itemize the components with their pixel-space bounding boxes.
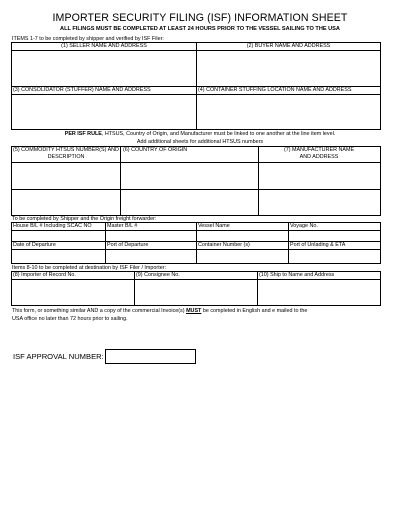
house-bl-label: House B/L # Including SCAC NO — [13, 223, 92, 229]
stuffing-location-label: (4) CONTAINER STUFFING LOCATION NAME AND ADDRESS — [198, 87, 352, 93]
vessel-name-field[interactable] — [197, 231, 288, 241]
port-of-departure-label: Port of Departure — [107, 242, 149, 248]
consolidator-label: (3) CONSOLIDATOR (STUFFER) NAME AND ADDRESS — [13, 87, 151, 93]
additional-sheets-note: Add additional sheets for additional HTSUS numbers — [136, 139, 264, 145]
seller-label: (1) SELLER NAME AND ADDRESS — [61, 43, 147, 49]
commodity-row-2-manufacturer[interactable] — [259, 190, 380, 216]
voyage-no-field[interactable] — [289, 231, 380, 241]
destination-section-note: Items 8-10 to be completed at destination by ISF Filer / Importer: — [12, 265, 167, 271]
page-title: IMPORTER SECURITY FILING (ISF) INFORMATION SHEET — [52, 12, 348, 24]
footer-instruction-line-1 — [12, 308, 307, 314]
date-of-departure-field[interactable] — [12, 250, 105, 264]
date-of-departure-label: Date of Departure — [13, 242, 56, 248]
country-of-origin-header: (6) COUNTRY OF ORIGIN — [123, 147, 188, 153]
commodity-htsus-header: (5) COMMODITY HTSUS NUMBER(S) AND DESCRIPTION — [13, 147, 119, 160]
seller-field[interactable] — [12, 51, 196, 86]
isf-rule-bold: PER ISF RULE — [64, 131, 102, 137]
container-number-label: Container Number (s) — [198, 242, 250, 248]
importer-of-record-label: (8) Importer of Record No. — [13, 272, 76, 278]
isf-rule-body: , HTSUS, Country of Origin, and Manufacturer must be linked to one another at the line item level. — [101, 131, 336, 137]
voyage-no-label: Voyage No. — [290, 223, 318, 229]
vessel-name-label: Vessel Name — [198, 223, 230, 229]
port-of-unlading-label: Port of Unlading & ETA — [290, 242, 346, 248]
ship-to-field[interactable] — [258, 280, 380, 306]
footer-instruction-line-2: USA office no later than 72 hours prior to sailing. — [12, 316, 128, 322]
buyer-label: (2) BUYER NAME AND ADDRESS — [246, 43, 331, 49]
buyer-field[interactable] — [197, 51, 380, 86]
commodity-row-2-htsus[interactable] — [12, 190, 120, 216]
master-bl-label: Master B/L # — [107, 223, 138, 229]
port-of-unlading-field[interactable] — [289, 250, 380, 264]
approval-number-field[interactable] — [105, 349, 196, 364]
footer-must: MUST — [186, 308, 202, 314]
stuffing-location-field[interactable] — [197, 95, 380, 130]
page-subtitle: ALL FILINGS MUST BE COMPLETED AT LEAST 24 HOURS PRIOR TO THE VESSEL SAILING TO THE USA — [60, 26, 340, 32]
master-bl-field[interactable] — [106, 231, 196, 241]
commodity-row-1-origin[interactable] — [121, 163, 258, 189]
commodity-row-2-origin[interactable] — [121, 190, 258, 216]
port-of-departure-field[interactable] — [106, 250, 196, 264]
section1-note: ITEMS 1-7 to be completed by shipper and verified by ISF Filer: — [12, 36, 164, 42]
consignee-no-field[interactable] — [135, 280, 257, 306]
footer-text-b: be completed in English and e mailed to the — [201, 308, 308, 314]
manufacturer-header: (7) MANUFACTURER NAME AND ADDRESS — [283, 147, 355, 160]
shipper-section-note: To be completed by Shipper and the Origin freight forwarder: — [12, 216, 157, 222]
ship-to-label: (10) Ship to Name and Address — [259, 272, 335, 278]
house-bl-field[interactable] — [12, 231, 105, 241]
approval-number-label: ISF APPROVAL NUMBER: — [13, 352, 104, 361]
consolidator-field[interactable] — [12, 95, 196, 130]
isf-rule-text — [0, 131, 400, 137]
commodity-row-1-htsus[interactable] — [12, 163, 120, 189]
consignee-no-label: (9) Consignee No. — [136, 272, 180, 278]
container-number-field[interactable] — [197, 250, 288, 264]
footer-text-a: This form, or something similar AND a copy of the commercial Invoice(s) — [12, 308, 187, 314]
importer-of-record-field[interactable] — [12, 280, 134, 306]
commodity-row-1-manufacturer[interactable] — [259, 163, 380, 189]
